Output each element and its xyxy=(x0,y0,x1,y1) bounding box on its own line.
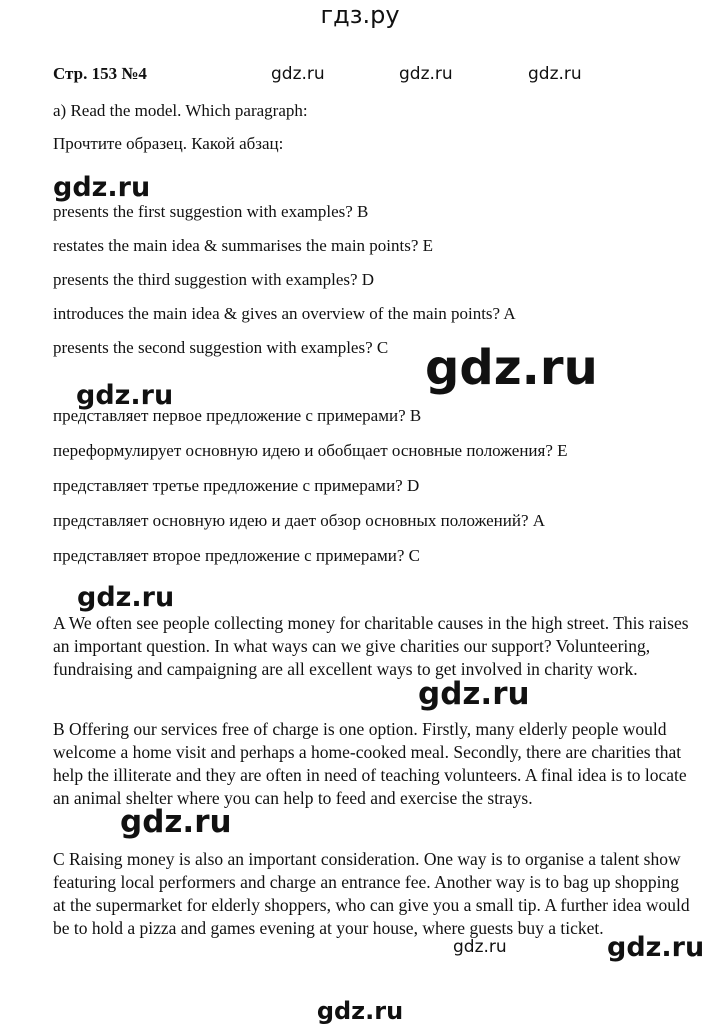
watermark: gdz.ru xyxy=(425,340,598,396)
answer-en-line: introduces the main idea & gives an overview of the main points? A xyxy=(53,304,516,323)
instruction-english: a) Read the model. Which paragraph: xyxy=(53,101,308,120)
watermark: gdz.ru xyxy=(120,804,232,840)
watermark: gdz.ru xyxy=(77,582,175,613)
watermark: gdz.ru xyxy=(418,676,530,712)
answer-en-line: presents the first suggestion with examples? B xyxy=(53,202,369,221)
watermark: gdz.ru xyxy=(53,172,151,203)
answer-ru-line: представляет первое предложение с примерами? B xyxy=(53,406,422,425)
site-footer[interactable]: gdz.ru xyxy=(316,997,404,1025)
watermark: gdz.ru xyxy=(399,64,453,84)
watermark: gdz.ru xyxy=(528,64,582,84)
task-heading: Стр. 153 №4 xyxy=(53,64,147,83)
model-paragraph-b: B Offering our services free of charge is one option. Firstly, many elderly people would welcome a home visit and perhaps a home-cooked meal. Secondly, there are charities that help the illiterate and they are often in need of teaching volunteers. A final idea is to locate an animal shelter where you can help to feed and exercise the strays. xyxy=(53,719,687,808)
model-paragraph-a: A We often see people collecting money for charitable causes in the high street. This raises an important question. In what ways can we give charities our support? Volunteering, fundraising and campaigning are all excellent ways to get involved in charity work. xyxy=(53,613,689,679)
site-header-title[interactable]: гдз.ру xyxy=(320,1,400,29)
answer-en-line: restates the main idea & summarises the main points? E xyxy=(53,236,434,255)
answer-ru-line: представляет второе предложение с примерами? C xyxy=(53,546,420,565)
watermark: gdz.ru xyxy=(453,937,507,957)
instruction-russian: Прочтите образец. Какой абзац: xyxy=(53,134,284,153)
model-paragraph-c: C Raising money is also an important consideration. One way is to organise a talent show featuring local performers and charge an entrance fee. Another way is to bag up shopping at the supermarket for elderly shoppers, who can give you a small tip. A further idea would be to hold a pizza and games evening at your house, where guests buy a ticket. xyxy=(53,849,690,938)
answer-ru-line: представляет третье предложение с примерами? D xyxy=(53,476,420,495)
answer-ru-line: переформулирует основную идею и обобщает основные положения? E xyxy=(53,441,568,460)
watermark: gdz.ru xyxy=(271,64,325,84)
answer-en-line: presents the second suggestion with examples? C xyxy=(53,338,389,357)
watermark: gdz.ru xyxy=(76,380,174,411)
watermark: gdz.ru xyxy=(607,932,705,963)
answer-ru-line: представляет основную идею и дает обзор основных положений? A xyxy=(53,511,546,530)
answer-en-line: presents the third suggestion with examples? D xyxy=(53,270,375,289)
